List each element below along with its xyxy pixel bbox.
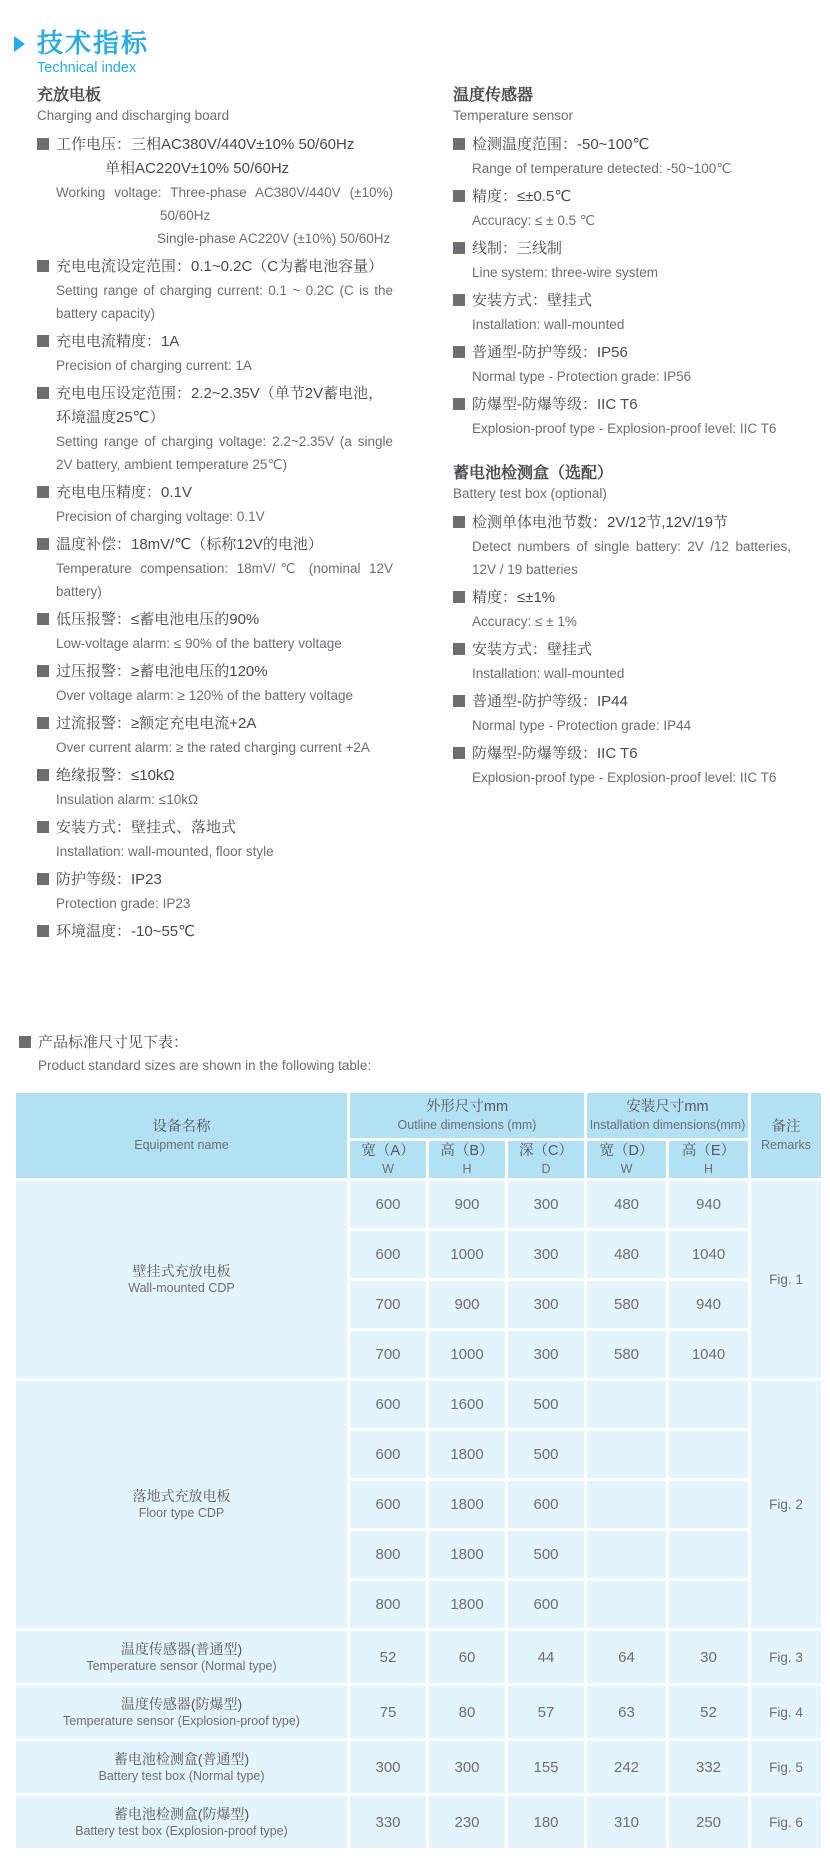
dimension-cell: 900 bbox=[428, 1280, 507, 1330]
dimension-cell: 700 bbox=[349, 1330, 428, 1380]
dimension-cell: 600 bbox=[349, 1430, 428, 1480]
equipment-name-cell bbox=[15, 1180, 349, 1380]
equipment-header-cell-en: Equipment name bbox=[134, 1138, 229, 1152]
spec-item bbox=[453, 511, 791, 581]
spec-line-zh: 充电电压设定范围：2.2~2.35V（单节2V蓄电池，环境温度25℃） bbox=[37, 382, 393, 430]
spec-line-zh: 过流报警：≥额定充电电流+2A bbox=[37, 712, 393, 736]
dimension-cell: 300 bbox=[507, 1280, 586, 1330]
dimension-cell: 300 bbox=[507, 1330, 586, 1380]
bullet-icon bbox=[453, 346, 465, 358]
spec-line-zh: 普通型-防护等级：IP44 bbox=[453, 690, 791, 714]
equipment-name-cell bbox=[15, 1795, 349, 1850]
dimension-cell: 250 bbox=[668, 1795, 750, 1850]
dimension-cell: 44 bbox=[507, 1630, 586, 1685]
dimension-cell: 940 bbox=[668, 1280, 750, 1330]
dimension-cell: 1800 bbox=[428, 1580, 507, 1630]
spec-line-en: Installation: wall-mounted, floor style bbox=[56, 844, 274, 859]
bullet-icon bbox=[37, 769, 49, 781]
remarks-header-cell-zh: 备注 bbox=[771, 1119, 801, 1135]
section-title-en: Temperature sensor bbox=[453, 108, 574, 123]
spec-item bbox=[453, 742, 791, 789]
bullet-icon bbox=[37, 717, 49, 729]
spec-line-zh: 环境温度：-10~55℃ bbox=[37, 920, 393, 944]
dimension-cell: 64 bbox=[586, 1630, 668, 1685]
dimension-cell: 480 bbox=[586, 1180, 668, 1230]
table-row bbox=[15, 1795, 823, 1850]
sizes-section bbox=[13, 1032, 821, 1851]
spec-section-battery-test-box bbox=[453, 464, 791, 789]
bullet-icon bbox=[453, 695, 465, 707]
dimension-subheader-cell-1-en: H bbox=[462, 1162, 472, 1176]
section-title-zh: 充放电板 bbox=[37, 87, 102, 104]
spec-section-charging-board bbox=[37, 86, 393, 944]
dimension-cell: 300 bbox=[507, 1180, 586, 1230]
dimension-cell: 330 bbox=[349, 1795, 428, 1850]
spec-item bbox=[453, 690, 791, 737]
bullet-icon bbox=[37, 260, 49, 272]
table-row bbox=[15, 1740, 823, 1795]
dimension-cell: 600 bbox=[507, 1580, 586, 1630]
installation-dimensions-header-cell-en: Installation dimensions(mm) bbox=[589, 1118, 746, 1132]
dimension-cell: 580 bbox=[586, 1330, 668, 1380]
page-title: 技术指标 bbox=[37, 28, 150, 58]
spec-line-zh: 防护等级：IP23 bbox=[37, 868, 393, 892]
spec-line-zh: 充电电压精度：0.1V bbox=[37, 481, 393, 505]
bullet-icon bbox=[453, 138, 465, 150]
spec-item bbox=[453, 289, 791, 336]
dimension-cell: 500 bbox=[507, 1530, 586, 1580]
equipment-name-zh: 温度传感器(防爆型) bbox=[120, 1695, 243, 1712]
dimension-cell bbox=[668, 1380, 750, 1430]
spec-item bbox=[37, 920, 393, 944]
dimension-cell: 800 bbox=[349, 1580, 428, 1630]
bullet-icon bbox=[37, 613, 49, 625]
spec-line-zh: 温度补偿：18mV/℃（标称12V的电池） bbox=[37, 533, 393, 557]
spec-line-en: Setting range of charging voltage: 2.2~2.35V (a single 2V battery, ambient temperature 25℃) bbox=[56, 434, 393, 472]
dimension-cell: 1600 bbox=[428, 1380, 507, 1430]
spec-line-zh: 安装方式：壁挂式、落地式 bbox=[37, 816, 393, 840]
dimension-cell bbox=[586, 1380, 668, 1430]
spec-line-en: Explosion-proof type - Explosion-proof level: IIC T6 bbox=[472, 421, 777, 436]
dimension-cell bbox=[668, 1480, 750, 1530]
spec-line-en: Normal type - Protection grade: IP44 bbox=[472, 718, 692, 733]
dimension-subheader-cell-1 bbox=[428, 1140, 507, 1180]
remark-cell: Fig. 1 bbox=[750, 1180, 823, 1380]
equipment-name-zh: 温度传感器(普通型) bbox=[120, 1640, 243, 1657]
spec-line-en: Installation: wall-mounted bbox=[472, 666, 625, 681]
bullet-icon bbox=[37, 486, 49, 498]
table-row bbox=[15, 1685, 823, 1740]
spec-line-zh: 安装方式：壁挂式 bbox=[453, 289, 791, 313]
spec-item bbox=[37, 712, 393, 759]
section-title-zh: 温度传感器 bbox=[453, 87, 534, 104]
spec-line-en: Single-phase AC220V (±10%) 50/60Hz bbox=[157, 231, 391, 246]
sizes-note-zh-text: 产品标准尺寸见下表： bbox=[38, 1034, 189, 1051]
dimension-cell: 300 bbox=[428, 1740, 507, 1795]
spec-line-en: Range of temperature detected: -50~100℃ bbox=[472, 161, 732, 176]
spec-item bbox=[453, 638, 791, 685]
bullet-icon bbox=[37, 387, 49, 399]
installation-dimensions-header-cell-zh: 安装尺寸mm bbox=[626, 1099, 709, 1115]
dimension-cell: 500 bbox=[507, 1430, 586, 1480]
dimension-cell: 1800 bbox=[428, 1480, 507, 1530]
installation-dimensions-header-cell bbox=[586, 1092, 750, 1140]
dimension-cell: 300 bbox=[349, 1740, 428, 1795]
spec-item bbox=[37, 382, 393, 476]
bullet-icon bbox=[453, 294, 465, 306]
spec-line-en: Accuracy: ≤ ± 1% bbox=[472, 614, 577, 629]
dimension-cell: 52 bbox=[668, 1685, 750, 1740]
bullet-icon bbox=[453, 190, 465, 202]
dimension-cell: 1000 bbox=[428, 1230, 507, 1280]
bullet-icon bbox=[453, 398, 465, 410]
spec-item bbox=[453, 133, 791, 180]
remark-cell: Fig. 5 bbox=[750, 1740, 823, 1795]
dimension-cell bbox=[586, 1430, 668, 1480]
equipment-name-en: Battery test box (Normal type) bbox=[98, 1768, 265, 1783]
spec-item bbox=[37, 816, 393, 863]
spec-line-en: Line system: three-wire system bbox=[472, 265, 659, 280]
spec-line-zh: 精度：≤±1% bbox=[453, 586, 791, 610]
bullet-icon bbox=[37, 538, 49, 550]
bullet-icon bbox=[453, 516, 465, 528]
spec-line-en: Accuracy: ≤ ± 0.5 ℃ bbox=[472, 213, 596, 228]
section-title-en: Charging and discharging board bbox=[37, 108, 230, 123]
equipment-name-cell bbox=[15, 1380, 349, 1630]
dimension-cell bbox=[586, 1480, 668, 1530]
page-subtitle: Technical index bbox=[37, 60, 137, 76]
spec-line-en: Installation: wall-mounted bbox=[472, 317, 625, 332]
spec-section-temperature-sensor bbox=[453, 86, 791, 440]
table-row bbox=[15, 1380, 823, 1430]
table-row bbox=[15, 1180, 823, 1230]
spec-line-en: Protection grade: IP23 bbox=[56, 896, 191, 911]
spec-item bbox=[37, 660, 393, 707]
dimension-subheader-cell-0-zh: 宽（A） bbox=[361, 1143, 415, 1159]
spec-line-en: Explosion-proof type - Explosion-proof level: IIC T6 bbox=[472, 770, 777, 785]
bullet-icon bbox=[37, 138, 49, 150]
spec-line-zh: 线制：三线制 bbox=[453, 237, 791, 261]
spec-item bbox=[37, 481, 393, 528]
dimension-subheader-cell-4 bbox=[668, 1140, 750, 1180]
dimension-subheader-cell-0-en: W bbox=[382, 1162, 394, 1176]
remark-cell: Fig. 2 bbox=[750, 1380, 823, 1630]
bullet-icon bbox=[453, 643, 465, 655]
spec-line-zh: 普通型-防护等级：IP56 bbox=[453, 341, 791, 365]
dimension-cell: 57 bbox=[507, 1685, 586, 1740]
dimension-subheader-cell-0 bbox=[349, 1140, 428, 1180]
equipment-name-en: Temperature sensor (Explosion-proof type) bbox=[63, 1713, 300, 1728]
spec-line-en: Precision of charging voltage: 0.1V bbox=[56, 509, 265, 524]
spec-line-en: Insulation alarm: ≤10kΩ bbox=[56, 792, 199, 807]
equipment-name-cell bbox=[15, 1630, 349, 1685]
size-table bbox=[13, 1090, 824, 1851]
dimension-subheader-cell-3-en: W bbox=[620, 1162, 633, 1176]
dimension-cell: 80 bbox=[428, 1685, 507, 1740]
dimension-cell: 600 bbox=[507, 1480, 586, 1530]
equipment-name-zh: 落地式充放电板 bbox=[132, 1488, 231, 1504]
spec-item bbox=[37, 533, 393, 603]
spec-line-zh: 单相AC220V±10% 50/60Hz bbox=[105, 160, 290, 177]
bullet-icon bbox=[37, 335, 49, 347]
dimension-cell: 580 bbox=[586, 1280, 668, 1330]
spec-line-zh: 检测温度范围：-50~100℃ bbox=[453, 133, 791, 157]
equipment-name-zh: 蓄电池检测盒(防爆型) bbox=[113, 1805, 250, 1822]
equipment-name-en: Battery test box (Explosion-proof type) bbox=[75, 1823, 288, 1838]
spec-item bbox=[453, 393, 791, 440]
spec-item bbox=[37, 764, 393, 811]
dimension-cell: 310 bbox=[586, 1795, 668, 1850]
spec-line-zh: 防爆型-防爆等级：IIC T6 bbox=[453, 742, 791, 766]
dimension-cell: 155 bbox=[507, 1740, 586, 1795]
bullet-icon bbox=[453, 591, 465, 603]
spec-line-en: Low-voltage alarm: ≤ 90% of the battery voltage bbox=[56, 636, 342, 651]
section-title-en: Battery test box (optional) bbox=[453, 486, 607, 501]
dimension-subheader-cell-3 bbox=[586, 1140, 668, 1180]
spec-item bbox=[453, 341, 791, 388]
spec-line-zh: 检测单体电池节数：2V/12节,12V/19节 bbox=[453, 511, 791, 535]
dimension-cell: 30 bbox=[668, 1630, 750, 1685]
dimension-subheader-cell-2 bbox=[507, 1140, 586, 1180]
dimension-cell bbox=[668, 1580, 750, 1630]
dimension-cell bbox=[586, 1580, 668, 1630]
equipment-name-cell bbox=[15, 1685, 349, 1740]
equipment-name-en: Wall-mounted CDP bbox=[128, 1281, 235, 1295]
dimension-cell: 300 bbox=[507, 1230, 586, 1280]
dimension-cell: 500 bbox=[507, 1380, 586, 1430]
dimension-cell: 332 bbox=[668, 1740, 750, 1795]
dimension-cell: 1040 bbox=[668, 1230, 750, 1280]
spec-line-en: Temperature compensation: 18mV/℃ (nominal 12V battery) bbox=[56, 561, 393, 599]
spec-line-zh: 绝缘报警：≤10kΩ bbox=[37, 764, 393, 788]
right-column bbox=[453, 86, 791, 794]
bullet-icon bbox=[37, 821, 49, 833]
dimension-cell: 940 bbox=[668, 1180, 750, 1230]
spec-line-en: Setting range of charging current: 0.1 ~ 0.2C (C is the battery capacity) bbox=[56, 283, 393, 321]
dimension-cell: 900 bbox=[428, 1180, 507, 1230]
sizes-note-en: Product standard sizes are shown in the following table: bbox=[38, 1058, 372, 1073]
spec-line-en: Over current alarm: ≥ the rated charging current +2A bbox=[56, 740, 370, 755]
dimension-cell: 60 bbox=[428, 1630, 507, 1685]
dimension-cell: 63 bbox=[586, 1685, 668, 1740]
spec-line-en: Normal type - Protection grade: IP56 bbox=[472, 369, 692, 384]
bullet-icon bbox=[37, 925, 49, 937]
spec-line-en: Over voltage alarm: ≥ 120% of the battery voltage bbox=[56, 688, 354, 703]
dimension-cell: 1800 bbox=[428, 1530, 507, 1580]
equipment-header-cell-zh: 设备名称 bbox=[152, 1119, 211, 1135]
dimension-cell: 1800 bbox=[428, 1430, 507, 1480]
spec-line-zh: 低压报警：≤蓄电池电压的90% bbox=[37, 608, 393, 632]
dimension-cell: 1000 bbox=[428, 1330, 507, 1380]
dimension-cell: 230 bbox=[428, 1795, 507, 1850]
dimension-cell: 75 bbox=[349, 1685, 428, 1740]
dimension-cell: 480 bbox=[586, 1230, 668, 1280]
spec-line-en: Detect numbers of single battery: 2V /12 batteries, 12V / 19 batteries bbox=[472, 539, 791, 577]
dimension-cell: 600 bbox=[349, 1180, 428, 1230]
dimension-cell: 1040 bbox=[668, 1330, 750, 1380]
spec-item bbox=[37, 608, 393, 655]
section-arrow-icon bbox=[14, 36, 25, 52]
spec-line-zh: 充电电流精度：1A bbox=[37, 330, 393, 354]
dimension-cell: 600 bbox=[349, 1480, 428, 1530]
outline-dimensions-header-cell-en: Outline dimensions (mm) bbox=[397, 1118, 537, 1132]
spec-line-zh: 安装方式：壁挂式 bbox=[453, 638, 791, 662]
remark-cell: Fig. 3 bbox=[750, 1630, 823, 1685]
equipment-name-en: Floor type CDP bbox=[138, 1506, 225, 1520]
equipment-name-zh: 壁挂式充放电板 bbox=[132, 1263, 231, 1279]
remark-cell: Fig. 6 bbox=[750, 1795, 823, 1850]
equipment-name-zh: 蓄电池检测盒(普通型) bbox=[113, 1750, 250, 1767]
dimension-subheader-cell-2-en: D bbox=[541, 1162, 551, 1176]
spec-line-zh: 工作电压：三相AC380V/440V±10% 50/60Hz bbox=[37, 133, 393, 157]
spec-item bbox=[37, 868, 393, 915]
dimension-cell: 700 bbox=[349, 1280, 428, 1330]
spec-item bbox=[37, 255, 393, 325]
sizes-note-zh bbox=[19, 1032, 821, 1054]
dimension-cell: 600 bbox=[349, 1230, 428, 1280]
dimension-subheader-cell-4-en: H bbox=[703, 1162, 714, 1176]
dimension-cell: 600 bbox=[349, 1380, 428, 1430]
spec-line-en: Working voltage: Three-phase AC380V/440V (±10%) bbox=[56, 185, 393, 200]
left-column bbox=[37, 86, 393, 949]
spec-line-en: Precision of charging current: 1A bbox=[56, 358, 252, 373]
spec-line-zh: 过压报警：≥蓄电池电压的120% bbox=[37, 660, 393, 684]
dimension-cell: 52 bbox=[349, 1630, 428, 1685]
dimension-cell bbox=[586, 1530, 668, 1580]
spec-item bbox=[453, 586, 791, 633]
spec-line-en: 50/60Hz bbox=[160, 208, 211, 223]
dimension-cell: 800 bbox=[349, 1530, 428, 1580]
outline-dimensions-header-cell-zh: 外形尺寸mm bbox=[425, 1099, 509, 1115]
dimension-subheader-cell-2-zh: 深（C） bbox=[519, 1143, 573, 1159]
equipment-name-cell bbox=[15, 1740, 349, 1795]
bullet-icon bbox=[37, 873, 49, 885]
spec-line-zh: 精度：≤±0.5℃ bbox=[453, 185, 791, 209]
dimension-cell bbox=[668, 1430, 750, 1480]
spec-line-zh: 充电电流设定范围：0.1~0.2C（C为蓄电池容量） bbox=[37, 255, 393, 279]
dimension-cell: 242 bbox=[586, 1740, 668, 1795]
bullet-icon bbox=[453, 242, 465, 254]
spec-item bbox=[37, 133, 393, 250]
spec-item bbox=[453, 185, 791, 232]
section-title-zh: 蓄电池检测盒（选配） bbox=[453, 465, 614, 482]
spec-columns bbox=[37, 86, 793, 949]
bullet-icon bbox=[453, 747, 465, 759]
dimension-subheader-cell-4-zh: 高（E） bbox=[681, 1143, 736, 1159]
equipment-header-cell bbox=[15, 1092, 349, 1180]
page-header bbox=[14, 28, 149, 76]
spec-item bbox=[37, 330, 393, 377]
remarks-header-cell-en: Remarks bbox=[761, 1138, 812, 1152]
dimension-subheader-cell-3-zh: 宽（D） bbox=[599, 1143, 654, 1159]
spec-line-zh: 防爆型-防爆等级：IIC T6 bbox=[453, 393, 791, 417]
remark-cell: Fig. 4 bbox=[750, 1685, 823, 1740]
outline-dimensions-header-cell bbox=[349, 1092, 586, 1140]
dimension-subheader-cell-1-zh: 高（B） bbox=[440, 1143, 494, 1159]
table-header-row-1 bbox=[15, 1092, 823, 1140]
remarks-header-cell bbox=[750, 1092, 823, 1180]
spec-item bbox=[453, 237, 791, 284]
dimension-cell bbox=[668, 1530, 750, 1580]
bullet-icon bbox=[19, 1036, 31, 1048]
dimension-cell: 180 bbox=[507, 1795, 586, 1850]
table-row bbox=[15, 1630, 823, 1685]
equipment-name-en: Temperature sensor (Normal type) bbox=[86, 1658, 277, 1673]
bullet-icon bbox=[37, 665, 49, 677]
